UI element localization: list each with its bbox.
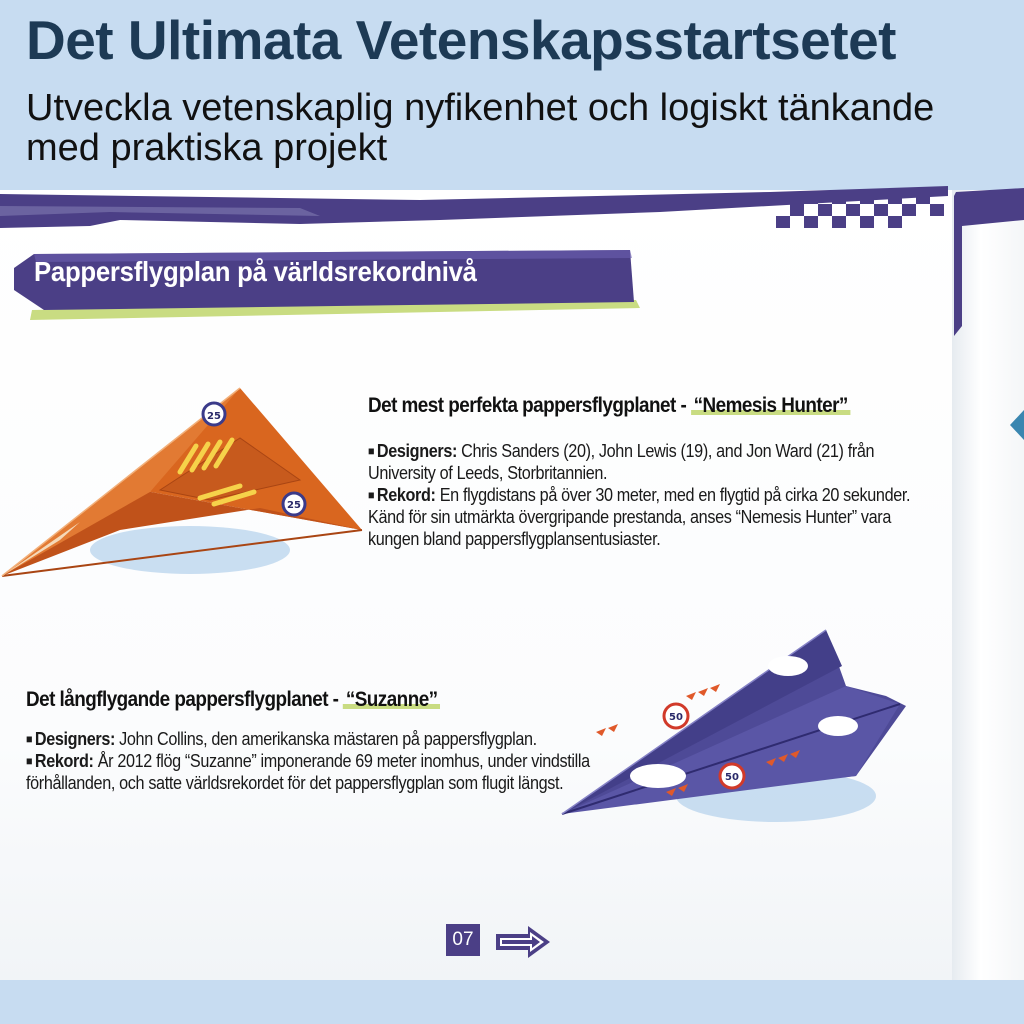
designers-text: John Collins, den amerikanska mästaren på pappersflygplan. <box>115 729 537 749</box>
right-page-arrow-icon <box>1010 410 1024 440</box>
suzanne-heading <box>26 688 602 712</box>
square-bullet-icon: ■ <box>368 444 375 458</box>
designers-item <box>26 728 602 750</box>
square-bullet-icon: ■ <box>26 732 33 746</box>
nemesis-hunter-section <box>368 394 1008 550</box>
svg-text:50: 50 <box>669 712 683 723</box>
square-bullet-icon: ■ <box>368 488 375 502</box>
suzanne-section <box>26 688 666 794</box>
record-text: År 2012 flög “Suzanne” imponerande 69 meter inomhus, under vindstilla förhållanden, och satte världsrekordet för det pappersflygplan som flugit längst. <box>26 751 590 793</box>
page-number: 07 <box>446 924 480 956</box>
header <box>0 0 1024 200</box>
right-arrow-icon[interactable] <box>494 924 552 960</box>
svg-text:50: 50 <box>725 772 739 783</box>
nemesis-details <box>368 440 1008 550</box>
heading-prefix: Det mest perfekta pappersflygplanet - <box>368 394 691 417</box>
nemesis-hunter-heading <box>368 394 944 418</box>
plane-name-highlight: “Suzanne” <box>343 688 440 711</box>
designers-label: Designers: <box>376 441 458 461</box>
plane-name-highlight: “Nemesis Hunter” <box>691 394 851 417</box>
svg-text:25: 25 <box>207 411 221 422</box>
square-bullet-icon: ■ <box>26 754 33 768</box>
record-label: Rekord: <box>376 485 436 505</box>
orange-paper-airplane <box>0 380 370 600</box>
record-label: Rekord: <box>34 751 94 771</box>
subtitle: Utveckla vetenskaplig nyfikenhet och logiskt tänkande med praktiska projekt <box>26 87 935 169</box>
record-text: En flygdistans på över 30 meter, med en flygtid på cirka 20 sekunder. Känd för sin utmärkta övergripande prestanda, anses “Nemesis Hunter” vara kungen bland pappersflygplansentusiaster. <box>368 485 911 549</box>
heading-prefix: Det långflygande pappersflygplanet - <box>26 688 344 711</box>
suzanne-details <box>26 728 666 794</box>
designers-text: Chris Sanders (20), John Lewis (19), and Jon Ward (21) från University of Leeds, Storbritannien. <box>368 441 875 483</box>
designers-label: Designers: <box>34 729 116 749</box>
record-item <box>368 484 944 550</box>
record-item <box>26 750 602 794</box>
designers-item <box>368 440 944 484</box>
section-title: Pappersflygplan på världsrekordnivå <box>34 256 477 287</box>
svg-text:25: 25 <box>287 500 301 511</box>
main-title: Det Ultimata Vetenskapsstartsetet <box>26 9 896 71</box>
